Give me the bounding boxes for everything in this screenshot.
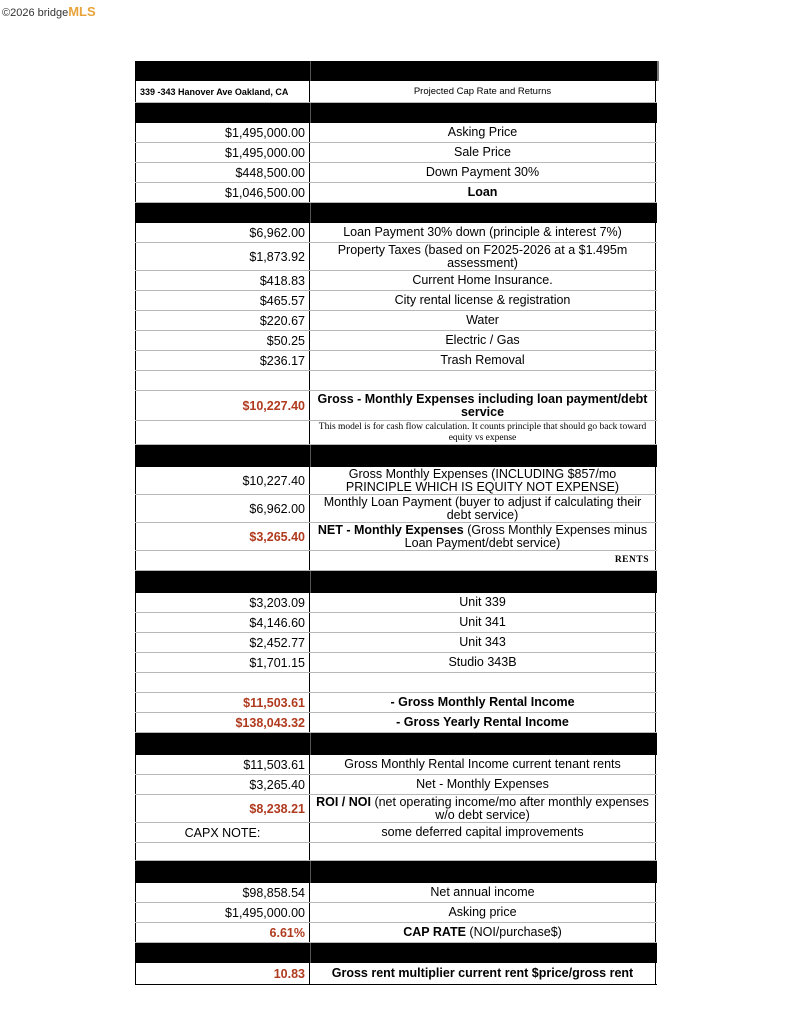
sheet-title: Projected Cap Rate and Returns <box>310 81 656 102</box>
purchase-value: $448,500.00 <box>135 163 310 182</box>
cap-input-label: Asking price <box>310 903 656 922</box>
expense-row <box>135 331 657 351</box>
unit-row <box>135 613 657 633</box>
net-expenses-label-bold: NET - Monthly Expenses <box>317 522 464 537</box>
gross-expenses-row <box>135 391 657 421</box>
capx-row <box>135 823 657 843</box>
gross-expenses-value: $10,227.40 <box>135 391 310 420</box>
unit-rent: $4,146.60 <box>135 613 310 632</box>
cap-input-value: $1,495,000.00 <box>135 903 310 922</box>
model-note-row <box>135 421 657 445</box>
cap-input-row <box>135 883 657 903</box>
net-row <box>135 495 657 523</box>
black-band <box>135 445 657 467</box>
roi-input-row <box>135 775 657 795</box>
unit-rent: $1,701.15 <box>135 653 310 672</box>
gross-expenses-label: Gross - Monthly Expenses including loan payment/debt service <box>310 391 656 420</box>
expense-label: Water <box>310 311 656 330</box>
net-expenses-label-rest: (Gross Monthly Expenses minus Loan Payment/debt service) <box>404 522 648 550</box>
rents-header-row <box>135 551 657 571</box>
black-band <box>135 733 657 755</box>
roi-label-rest: (net operating income/mo after monthly expenses w/o debt service) <box>370 794 649 822</box>
cap-rate-value: 6.61% <box>135 923 310 942</box>
unit-row <box>135 653 657 673</box>
income-value: $138,043.32 <box>135 713 310 732</box>
grm-label: Gross rent multiplier current rent $price/gross rent <box>310 963 656 984</box>
expense-row <box>135 291 657 311</box>
unit-label: Unit 341 <box>310 613 656 632</box>
expense-row <box>135 311 657 331</box>
net-label: Gross Monthly Expenses (INCLUDING $857/mo PRINCIPLE WHICH IS EQUITY NOT EXPENSE) <box>310 467 656 494</box>
model-note: This model is for cash flow calculation. It counts principle that should go back toward equity vs expense <box>310 421 656 444</box>
income-row <box>135 713 657 733</box>
cap-input-row <box>135 903 657 923</box>
purchase-value: $1,495,000.00 <box>135 143 310 162</box>
grm-value: 10.83 <box>135 963 310 984</box>
empty-row <box>135 843 657 861</box>
cap-rate-row <box>135 923 657 943</box>
income-row <box>135 693 657 713</box>
black-band <box>135 103 657 123</box>
expense-row <box>135 271 657 291</box>
black-band <box>135 61 657 81</box>
expense-value: $418.83 <box>135 271 310 290</box>
net-row <box>135 467 657 495</box>
purchase-label: Loan <box>310 183 656 202</box>
expense-label: Trash Removal <box>310 351 656 370</box>
net-label: Monthly Loan Payment (buyer to adjust if calculating their debt service) <box>310 495 656 522</box>
purchase-label: Sale Price <box>310 143 656 162</box>
net-expenses-label <box>310 523 656 550</box>
expense-label: Electric / Gas <box>310 331 656 350</box>
expense-row <box>135 243 657 271</box>
watermark-prefix: ©2026 bridge <box>2 7 69 19</box>
watermark-brand: MLS <box>68 4 96 19</box>
roi-input-value: $11,503.61 <box>135 755 310 774</box>
income-label: - Gross Yearly Rental Income <box>310 713 656 732</box>
purchase-row <box>135 183 657 203</box>
property-address: 339 -343 Hanover Ave Oakland, CA <box>135 81 310 102</box>
expense-value: $236.17 <box>135 351 310 370</box>
unit-rent: $3,203.09 <box>135 593 310 612</box>
expense-label: Property Taxes (based on F2025-2026 at a $1.495m assessment) <box>310 243 656 270</box>
purchase-label: Down Payment 30% <box>310 163 656 182</box>
capx-note-text: some deferred capital improvements <box>310 823 656 842</box>
unit-label: Unit 339 <box>310 593 656 612</box>
cap-input-label: Net annual income <box>310 883 656 902</box>
capx-note-label: CAPX NOTE: <box>135 823 310 842</box>
black-band <box>135 943 657 963</box>
expense-value: $220.67 <box>135 311 310 330</box>
roi-input-label: Gross Monthly Rental Income current tenant rents <box>310 755 656 774</box>
purchase-row <box>135 143 657 163</box>
unit-row <box>135 593 657 613</box>
spreadsheet <box>135 61 657 985</box>
purchase-label: Asking Price <box>310 123 656 142</box>
net-expenses-value: $3,265.40 <box>135 523 310 550</box>
unit-row <box>135 633 657 653</box>
roi-input-value: $3,265.40 <box>135 775 310 794</box>
expense-value: $1,873.92 <box>135 243 310 270</box>
empty-row <box>135 673 657 693</box>
empty-row <box>135 371 657 391</box>
net-value: $10,227.40 <box>135 467 310 494</box>
purchase-row <box>135 123 657 143</box>
income-value: $11,503.61 <box>135 693 310 712</box>
net-expenses-row <box>135 523 657 551</box>
purchase-value: $1,495,000.00 <box>135 123 310 142</box>
roi-value: $8,238.21 <box>135 795 310 822</box>
roi-label-bold: ROI / NOI <box>316 794 371 809</box>
grm-row <box>135 963 657 985</box>
black-band <box>135 571 657 593</box>
expense-row <box>135 223 657 243</box>
purchase-value: $1,046,500.00 <box>135 183 310 202</box>
expense-label: Current Home Insurance. <box>310 271 656 290</box>
cap-input-value: $98,858.54 <box>135 883 310 902</box>
watermark <box>2 4 96 19</box>
black-band <box>135 861 657 883</box>
header-row <box>135 81 657 103</box>
roi-row <box>135 795 657 823</box>
black-band <box>135 203 657 223</box>
income-label: - Gross Monthly Rental Income <box>310 693 656 712</box>
net-value: $6,962.00 <box>135 495 310 522</box>
roi-input-label: Net - Monthly Expenses <box>310 775 656 794</box>
unit-label: Unit 343 <box>310 633 656 652</box>
roi-input-row <box>135 755 657 775</box>
expense-value: $465.57 <box>135 291 310 310</box>
cap-rate-label <box>310 923 656 942</box>
cap-rate-label-rest: (NOI/purchase$) <box>465 925 562 939</box>
rents-label: RENTS <box>310 551 656 570</box>
expense-label: Loan Payment 30% down (principle & interest 7%) <box>310 223 656 242</box>
expense-value: $6,962.00 <box>135 223 310 242</box>
cap-rate-label-bold: CAP RATE <box>403 925 466 939</box>
unit-rent: $2,452.77 <box>135 633 310 652</box>
expense-label: City rental license & registration <box>310 291 656 310</box>
unit-label: Studio 343B <box>310 653 656 672</box>
purchase-row <box>135 163 657 183</box>
expense-row <box>135 351 657 371</box>
expense-value: $50.25 <box>135 331 310 350</box>
roi-label <box>310 795 656 822</box>
